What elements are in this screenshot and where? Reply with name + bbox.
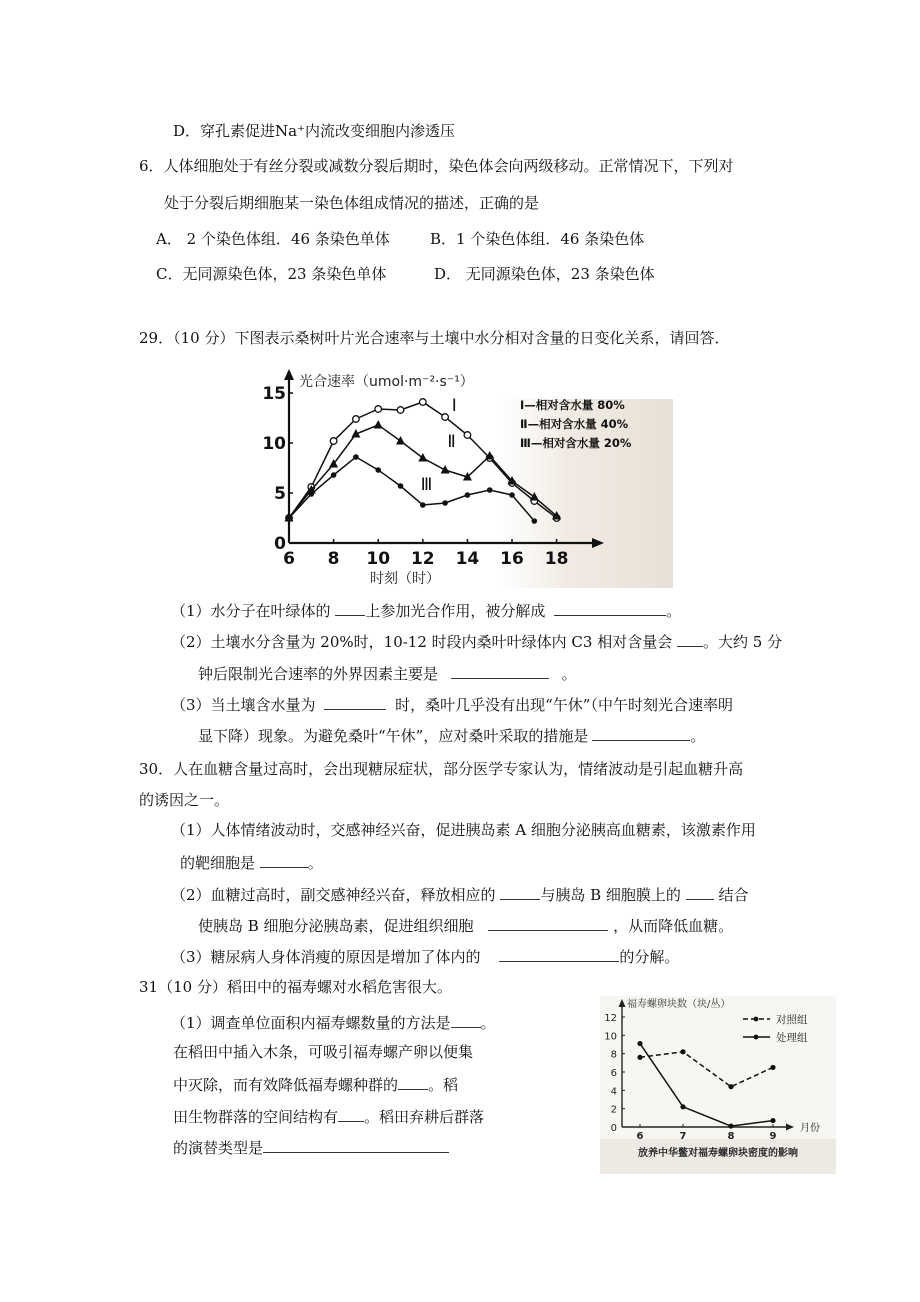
q29-blank-3[interactable] xyxy=(677,630,703,647)
q6-stem-line1: 6．人体细胞处于有丝分裂或减数分裂后期时，染色体会向两级移动。正常情况下，下列对 xyxy=(139,157,734,175)
q31-sub1-text-a: （1）调查单位面积内福寿螺数量的方法是 xyxy=(171,1014,451,1032)
q31-line3-text-a: 中灭除，而有效降低福寿螺种群的 xyxy=(173,1076,399,1094)
c1-curve-label: Ⅲ xyxy=(420,475,433,495)
q31-line5-text: 的演替类型是 xyxy=(173,1139,264,1157)
c1-point-Ⅲ xyxy=(331,472,337,478)
c2-y-tick-label: 12 xyxy=(604,1013,617,1024)
q29-blank-1[interactable] xyxy=(335,599,365,616)
c1-y-tick-label: 10 xyxy=(262,434,286,454)
q29-sub1-text-b: 上参加光合作用，被分解成 xyxy=(365,602,546,620)
c1-legend-entry: Ⅱ—相对含水量 40% xyxy=(520,417,629,431)
q29-sub2 xyxy=(171,630,782,652)
q29-sub3-cont xyxy=(198,724,705,746)
q30-stem-line2: 的诱因之一。 xyxy=(139,791,230,809)
q29-sub2-cont xyxy=(198,662,577,684)
c1-point-Ⅰ xyxy=(397,407,404,414)
q6-option-a: A． 2 个染色体组．46 条染色单体 xyxy=(156,230,390,248)
c1-y-axis-title: 光合速率（umol·m⁻²·s⁻¹） xyxy=(299,374,474,390)
q29-blank-4[interactable] xyxy=(451,662,549,679)
c2-caption: 放养中华鳖对福寿螺卵块密度的影响 xyxy=(638,1148,798,1159)
q30-sub3-text-b: 的分解。 xyxy=(619,948,680,966)
c1-point-Ⅰ xyxy=(464,432,471,439)
q30-sub3 xyxy=(171,945,679,967)
c1-legend-entry: Ⅲ—相对含水量 20% xyxy=(520,436,632,450)
c2-x-axis-title: 月份 xyxy=(800,1123,820,1134)
q31-blank-4[interactable] xyxy=(263,1136,449,1153)
c1-y-axis-arrow xyxy=(284,369,294,380)
q30-sub1: （1）人体情绪波动时，交感神经兴奋，促进胰岛素 A 细胞分泌胰高血糖素，该激素作用 xyxy=(171,821,756,839)
c2-legend-marker xyxy=(754,1017,759,1022)
q5-option-d: D．穿孔素促进Na⁺内流改变细胞内渗透压 xyxy=(173,122,456,140)
q30-blank-3[interactable] xyxy=(686,883,714,900)
q29-blank-2[interactable] xyxy=(554,599,666,616)
q31-sub1 xyxy=(171,1011,496,1033)
c1-point-Ⅲ xyxy=(398,483,404,489)
c2-point-对照组 xyxy=(680,1049,685,1054)
c1-x-tick-label: 16 xyxy=(500,549,524,569)
q6-option-c: C．无同源染色体，23 条染色单体 xyxy=(156,265,387,283)
q30-sub2-text-d: 使胰岛 B 细胞分泌胰岛素，促进组织细胞 xyxy=(198,917,474,935)
c1-y-tick-label: 5 xyxy=(274,484,286,504)
q30-sub1-cont xyxy=(180,851,323,873)
c2-point-对照组 xyxy=(637,1055,642,1060)
c2-y-tick-label: 10 xyxy=(604,1031,617,1043)
q31-line2: 在稻田中插入木条，可吸引福寿螺产卵以便集 xyxy=(173,1043,474,1061)
c1-curve-label: Ⅰ xyxy=(451,396,457,416)
c2-point-对照组 xyxy=(770,1065,775,1070)
c1-point-Ⅰ xyxy=(420,399,427,406)
q31-line4-text-b: 。稻田弃耕后群落 xyxy=(364,1108,485,1126)
q31-blank-3[interactable] xyxy=(338,1105,364,1122)
q29-sub3-text-d: 。 xyxy=(690,727,706,745)
c1-x-axis-title: 时刻（时） xyxy=(369,571,440,587)
q29-sub3 xyxy=(171,693,733,715)
c2-point-对照组 xyxy=(728,1084,733,1089)
q29-sub1-text-a: （1）水分子在叶绿体的 xyxy=(171,602,331,620)
c2-x-tick-label: 7 xyxy=(679,1131,687,1142)
c1-point-Ⅱ xyxy=(396,436,405,445)
c1-y-tick-label: 0 xyxy=(274,534,286,554)
q29-blank-5[interactable] xyxy=(324,693,386,710)
c2-x-tick-label: 8 xyxy=(727,1131,735,1142)
q30-sub1-text-b: 的靶细胞是 xyxy=(180,854,256,872)
c1-point-Ⅰ xyxy=(330,438,337,445)
c1-point-Ⅲ xyxy=(465,492,471,498)
q31-blank-2[interactable] xyxy=(398,1073,428,1090)
q30-sub2-text-b: 与胰岛 B 细胞膜上的 xyxy=(540,886,681,904)
c1-point-Ⅲ xyxy=(286,515,292,521)
c2-x-tick-label: 6 xyxy=(636,1131,644,1142)
c1-x-tick-label: 6 xyxy=(283,549,295,569)
q29-sub1-text-c: 。 xyxy=(666,602,682,620)
c2-x-tick-label: 9 xyxy=(769,1131,777,1142)
q31-line3-text-b: 。稻 xyxy=(428,1076,459,1094)
c2-y-tick-label: 2 xyxy=(610,1104,617,1116)
c2-point-处理组 xyxy=(770,1118,775,1123)
q29-sub2-text-b: 。大约 5 分 xyxy=(703,633,783,651)
c1-point-Ⅲ xyxy=(309,491,315,497)
q29-sub3-text-b: 时，桑叶几乎没有出现“午休”（中午时刻光合速率明 xyxy=(395,696,733,714)
c1-x-tick-label: 12 xyxy=(410,549,435,569)
q6-option-d: D． 无同源染色体，23 条染色体 xyxy=(434,265,655,283)
q31-stem: 31（10 分）稻田中的福寿螺对水稻危害很大。 xyxy=(139,978,452,996)
q29-sub2-text-d: 。 xyxy=(561,665,577,683)
c1-point-Ⅲ xyxy=(532,518,538,524)
c1-x-tick-label: 14 xyxy=(455,549,480,569)
q6-option-b: B．1 个染色体组．46 条染色体 xyxy=(430,230,645,248)
c1-point-Ⅲ xyxy=(509,492,515,498)
q30-blank-2[interactable] xyxy=(500,883,540,900)
c1-point-Ⅰ xyxy=(442,414,449,421)
c1-y-tick-label: 15 xyxy=(262,384,286,404)
q30-stem-line1: 30．人在血糖含量过高时，会出现糖尿症状，部分医学专家认为，情绪波动是引起血糖升高 xyxy=(139,760,744,778)
q29-sub3-text-a: （3）当土壤含水量为 xyxy=(171,696,316,714)
q29-sub2-text-c: 钟后限制光合速率的外界因素主要是 xyxy=(198,665,439,683)
q30-blank-5[interactable] xyxy=(499,945,619,962)
q30-blank-1[interactable] xyxy=(260,851,308,868)
c2-y-axis-title: 福寿螺卵块数（块/丛） xyxy=(627,999,731,1010)
q31-line4-text-a: 田生物群落的空间结构有 xyxy=(173,1108,339,1126)
c1-point-Ⅲ xyxy=(487,487,493,493)
q29-stem: 29．（10 分）下图表示桑树叶片光合速率与土壤中水分相对含量的日变化关系，请回答． xyxy=(139,329,730,347)
c1-x-tick-label: 8 xyxy=(327,549,340,569)
q6-stem-line2: 处于分裂后期细胞某一染色体组成情况的描述，正确的是 xyxy=(164,194,540,212)
q29-blank-6[interactable] xyxy=(592,724,690,741)
q31-line3 xyxy=(173,1073,458,1095)
c1-curve-label: Ⅱ xyxy=(447,432,456,452)
c1-point-Ⅰ xyxy=(353,416,360,423)
c2-y-tick-label: 0 xyxy=(610,1123,617,1134)
q30-sub2-text-e: ，从而降低血糖。 xyxy=(613,917,734,935)
q29-sub2-text-a: （2）土壤水分含量为 20%时，10-12 时段内桑叶叶绿体内 C3 相对含量会 xyxy=(171,633,673,651)
c2-legend-label: 处理组 xyxy=(776,1032,808,1044)
q30-sub3-text-a: （3）糖尿病人身体消瘦的原因是增加了体内的 xyxy=(171,948,481,966)
c1-point-Ⅲ xyxy=(375,467,381,473)
c1-point-Ⅲ xyxy=(353,454,359,460)
c1-x-tick-label: 18 xyxy=(544,549,569,569)
c1-point-Ⅰ xyxy=(375,406,382,413)
q29-sub3-text-c: 显下降）现象。为避免桑叶“午休”，应对桑叶采取的措施是 xyxy=(198,727,589,745)
c1-point-Ⅱ xyxy=(418,453,427,462)
snail-egg-chart xyxy=(600,996,836,1174)
q30-sub2 xyxy=(171,883,748,905)
c2-y-tick-label: 4 xyxy=(610,1086,617,1098)
photosynthesis-chart xyxy=(262,367,673,588)
c1-point-Ⅲ xyxy=(420,502,426,508)
c2-legend-marker xyxy=(754,1035,759,1040)
q31-line4 xyxy=(173,1105,484,1127)
c2-point-处理组 xyxy=(680,1104,685,1109)
c1-point-Ⅱ xyxy=(374,420,383,429)
q30-sub2-text-c: 结合 xyxy=(718,886,749,904)
q31-line5 xyxy=(173,1136,449,1158)
c2-legend-label: 对照组 xyxy=(776,1014,808,1026)
c2-y-tick-label: 6 xyxy=(610,1068,617,1079)
q30-sub2-text-a: （2）血糖过高时，副交感神经兴奋，释放相应的 xyxy=(171,886,496,904)
q30-sub1-text-c: 。 xyxy=(307,854,323,872)
q29-sub1 xyxy=(171,599,681,621)
c2-point-处理组 xyxy=(728,1123,733,1128)
q30-sub2-cont xyxy=(198,914,733,936)
c1-point-Ⅱ xyxy=(441,465,450,474)
q30-blank-4[interactable] xyxy=(488,914,608,931)
c1-legend-entry: Ⅰ—相对含水量 80% xyxy=(520,398,625,412)
q31-sub1-text-b: 。 xyxy=(480,1014,496,1032)
c1-point-Ⅲ xyxy=(442,500,448,506)
c2-point-处理组 xyxy=(637,1041,642,1046)
c1-x-tick-label: 10 xyxy=(366,549,391,569)
c2-y-tick-label: 8 xyxy=(610,1049,617,1061)
q31-blank-1[interactable] xyxy=(451,1011,481,1028)
